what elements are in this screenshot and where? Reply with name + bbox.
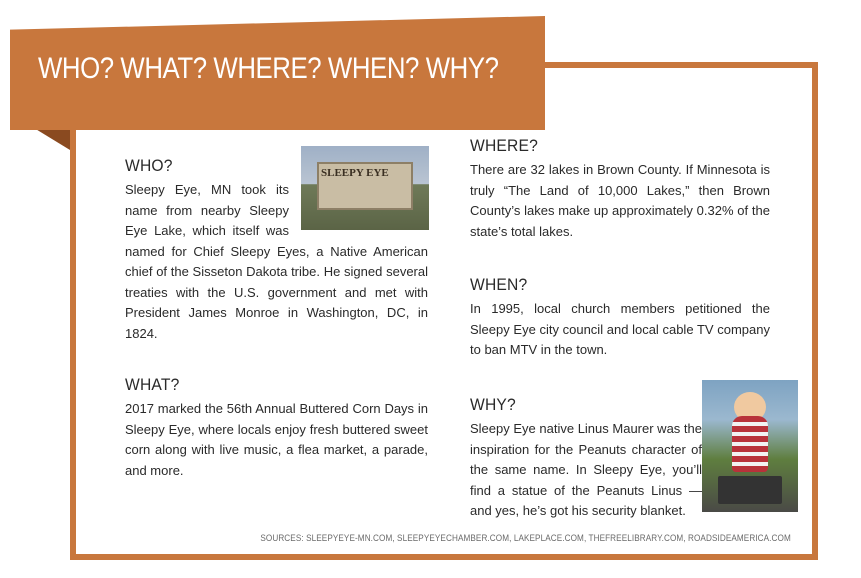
statue-pedestal [718,476,782,504]
sources-credit: SOURCES: SLEEPYEYE-MN.COM, SLEEPYEYECHAMBER.COM, LAKEPLACE.COM, THEFREELIBRARY.COM, ROADSIDEAMERICA.COM [260,533,791,544]
sign-lettering: SLEEPY EYE [321,167,389,179]
who-heading: WHO? [125,156,173,175]
section-who [125,156,428,344]
when-heading: WHEN? [470,275,528,294]
section-what [125,375,428,481]
page-title: WHO? WHAT? WHERE? WHEN? WHY? [38,52,499,85]
when-body: In 1995, local church members petitioned the Sleepy Eye city council and local cable TV company to ban MTV in the town. [470,301,770,357]
section-where [470,136,770,242]
where-body: There are 32 lakes in Brown County. If Minnesota is truly “The Land of 10,000 Lakes,” then Brown County’s lakes make up approximately 0.32% of the state’s total lakes. [470,162,770,239]
who-body: Sleepy Eye, MN took its name from nearby Sleepy Eye Lake, which itself was named for Chief Sleepy Eyes, a Native American chief of the Sisseton Dakota tribe. He signed several treaties with the U.S. government and met with President James Monroe in Washington, DC, in 1824. [125,182,428,341]
where-heading: WHERE? [470,136,539,155]
why-body: Sleepy Eye native Linus Maurer was the inspiration for the Peanuts character of the same name. In Sleepy Eye, you’ll find a statue of the Peanuts Linus — and yes, he’s got his security blanket. [470,421,702,518]
banner-fold [34,128,70,150]
why-heading: WHY? [470,395,516,414]
section-when [470,275,770,361]
what-body: 2017 marked the 56th Annual Buttered Corn Days in Sleepy Eye, where locals enjoy fresh buttered sweet corn along with live music, a flea market, a parade, and more. [125,401,428,478]
linus-statue-photo [702,380,798,512]
what-heading: WHAT? [125,375,180,394]
section-why [470,395,702,522]
statue-shirt [732,416,768,472]
